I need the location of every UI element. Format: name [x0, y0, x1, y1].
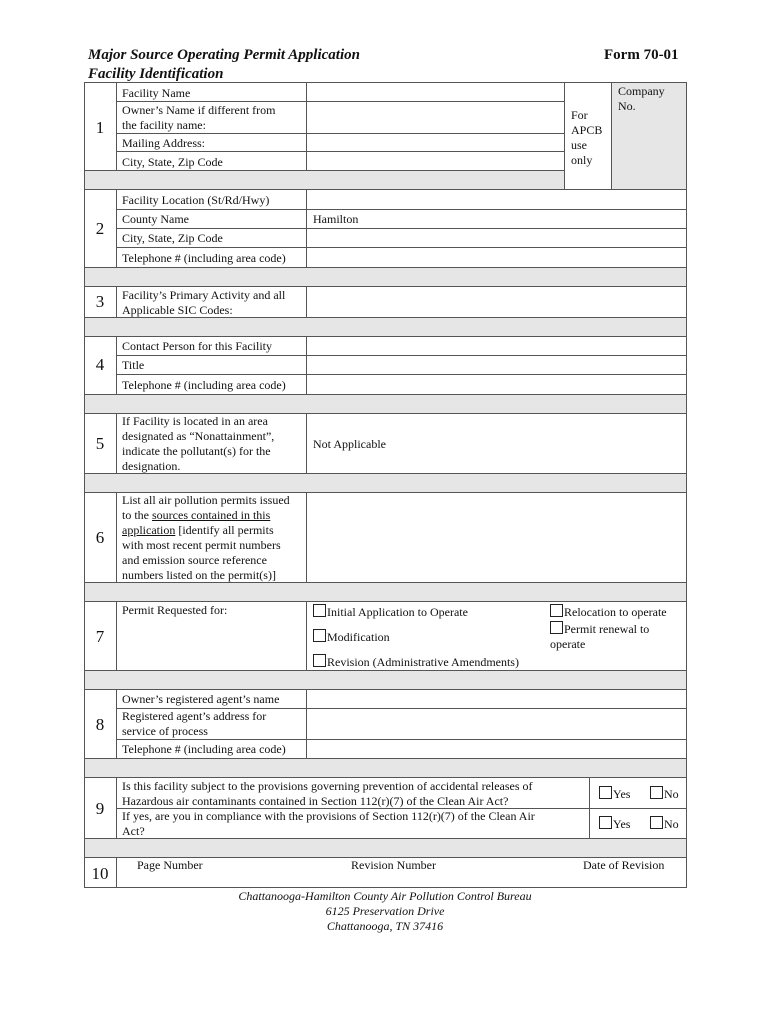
- section-2-number: 2: [95, 219, 105, 238]
- revision-number-label: Revision Number: [351, 858, 436, 872]
- permits-list-label-line3-underlined: application: [122, 523, 176, 537]
- section-7-number: 7: [95, 627, 105, 646]
- accidental-release-no[interactable]: [650, 786, 679, 802]
- permits-list-label-line2-text: to the: [122, 508, 152, 522]
- section-6-number: 6: [95, 528, 105, 547]
- telephone-field[interactable]: [306, 247, 687, 268]
- primary-activity-label-line1: Facility’s Primary Activity and all: [122, 288, 286, 302]
- option-modification[interactable]: [313, 629, 390, 645]
- apcb-line1: For: [571, 108, 588, 122]
- primary-activity-field[interactable]: [306, 286, 687, 318]
- contact-person-label: Contact Person for this Facility: [122, 339, 272, 353]
- accidental-release-yes-label: Yes: [613, 787, 631, 801]
- option-permit-renewal-label-line2: operate: [550, 637, 586, 651]
- option-initial-application-label: Initial Application to Operate: [327, 605, 468, 619]
- compliance-question-line1: If yes, are you in compliance with the provisions of Section 112(r)(7) of the Clean Air: [122, 809, 535, 823]
- apcb-line3: use: [571, 138, 587, 152]
- city-state-zip-2-field[interactable]: [306, 228, 687, 248]
- accidental-release-question-line2: Hazardous air contaminants contained in Section 112(r)(7) of the Clean Air Act?: [122, 794, 509, 808]
- apcb-line2: APCB: [571, 123, 603, 137]
- city-state-zip-2-label: City, State, Zip Code: [122, 231, 223, 245]
- separator-6: [84, 582, 687, 602]
- telephone-label: Telephone # (including area code): [122, 251, 286, 265]
- section-9-number: 9: [95, 799, 105, 818]
- mailing-address-label: Mailing Address:: [122, 136, 205, 150]
- separator-7: [84, 670, 687, 690]
- separator-4: [84, 394, 687, 414]
- section-8-number: 8: [95, 715, 105, 734]
- title-label: Title: [122, 358, 145, 372]
- title-field[interactable]: [306, 355, 687, 375]
- separator-8: [84, 758, 687, 778]
- section-3-number: 3: [95, 292, 105, 311]
- option-revision-label: Revision (Administrative Amendments): [327, 655, 519, 669]
- owner-name-label-line1: Owner’s Name if different from: [122, 103, 276, 117]
- facility-name-label: Facility Name: [122, 86, 191, 100]
- checkbox-revision[interactable]: [313, 654, 326, 667]
- owner-name-field[interactable]: [306, 101, 565, 134]
- county-name-field[interactable]: [306, 209, 687, 229]
- nonattainment-label-line2: designated as “Nonattainment”,: [122, 429, 275, 443]
- option-relocation[interactable]: [550, 604, 667, 620]
- nonattainment-value: Not Applicable: [313, 437, 386, 451]
- separator-5: [84, 473, 687, 493]
- checkbox-accidental-release-no[interactable]: [650, 786, 663, 799]
- company-no-label-line1: Company: [618, 84, 665, 98]
- nonattainment-label-line4: designation.: [122, 459, 181, 473]
- city-state-zip-label: City, State, Zip Code: [122, 155, 223, 169]
- separator-2: [84, 267, 687, 287]
- form-subtitle: Facility Identification: [88, 66, 224, 82]
- agent-address-label-line1: Registered agent’s address for: [122, 709, 267, 723]
- accidental-release-yes[interactable]: [599, 786, 630, 802]
- permits-list-label-line2-underlined: sources contained in this: [152, 508, 271, 522]
- agent-telephone-field[interactable]: [306, 739, 687, 759]
- checkbox-relocation[interactable]: [550, 604, 563, 617]
- agent-name-field[interactable]: [306, 689, 687, 709]
- accidental-release-no-label: No: [664, 787, 679, 801]
- nonattainment-label-line3: indicate the pollutant(s) for the: [122, 444, 271, 458]
- permits-list-label-line3: [122, 523, 274, 538]
- section-5-number: 5: [95, 434, 105, 453]
- permits-list-field[interactable]: [306, 492, 687, 583]
- permits-list-label-line5: and emission source reference: [122, 553, 267, 567]
- page-number-label: Page Number: [137, 858, 203, 872]
- option-initial-application[interactable]: [313, 604, 468, 620]
- separator-9: [84, 838, 687, 858]
- contact-person-field[interactable]: [306, 336, 687, 356]
- agent-name-label: Owner’s registered agent’s name: [122, 692, 280, 706]
- option-permit-renewal-label: Permit renewal to: [564, 622, 650, 636]
- checkbox-modification[interactable]: [313, 629, 326, 642]
- contact-telephone-label: Telephone # (including area code): [122, 378, 286, 392]
- contact-telephone-field[interactable]: [306, 374, 687, 395]
- accidental-release-question-line1: Is this facility subject to the provisions governing prevention of accidental releases of: [122, 779, 533, 793]
- owner-name-label-line2: the facility name:: [122, 118, 206, 132]
- compliance-no-label: No: [664, 817, 679, 831]
- company-no-label-line2: No.: [618, 99, 636, 113]
- form-number: Form 70-01: [604, 47, 679, 63]
- permits-list-label-line4: with most recent permit numbers: [122, 538, 281, 552]
- checkbox-initial-application[interactable]: [313, 604, 326, 617]
- permit-requested-label: Permit Requested for:: [122, 603, 228, 617]
- footer-agency: Chattanooga-Hamilton County Air Pollution Control Bureau: [238, 889, 532, 903]
- section-10-number: 10: [91, 864, 109, 883]
- option-permit-renewal[interactable]: [550, 621, 649, 637]
- option-relocation-label: Relocation to operate: [564, 605, 667, 619]
- option-revision[interactable]: [313, 654, 519, 670]
- agent-telephone-label: Telephone # (including area code): [122, 742, 286, 756]
- permits-list-label-line2: [122, 508, 270, 523]
- separator-3: [84, 317, 687, 337]
- section-1-number: 1: [95, 118, 105, 137]
- facility-location-label: Facility Location (St/Rd/Hwy): [122, 193, 270, 207]
- date-of-revision-label: Date of Revision: [583, 858, 665, 872]
- checkbox-accidental-release-yes[interactable]: [599, 786, 612, 799]
- footer-city: Chattanooga, TN 37416: [326, 919, 444, 933]
- title-label-cell: [116, 355, 307, 375]
- section-4-number: 4: [95, 355, 105, 374]
- primary-activity-label-line2: Applicable SIC Codes:: [122, 303, 233, 317]
- permits-list-label-line3-text: [identify all permits: [175, 523, 274, 537]
- footer-street: 6125 Preservation Drive: [325, 904, 445, 918]
- checkbox-permit-renewal[interactable]: [550, 621, 563, 634]
- checkbox-compliance-yes[interactable]: [599, 816, 612, 829]
- separator-1: [84, 170, 565, 190]
- form-title: Major Source Operating Permit Application: [88, 47, 360, 63]
- facility-name-field[interactable]: [306, 82, 565, 102]
- apcb-line4: only: [571, 153, 593, 167]
- permits-list-label-line1: List all air pollution permits issued: [122, 493, 290, 507]
- facility-location-field[interactable]: [306, 189, 687, 210]
- county-name-label: County Name: [122, 212, 189, 226]
- permits-list-label-line6: numbers listed on the permit(s)]: [122, 568, 276, 582]
- agent-address-field[interactable]: [306, 708, 687, 740]
- nonattainment-label-line1: If Facility is located in an area: [122, 414, 268, 428]
- compliance-no[interactable]: [650, 816, 679, 832]
- agent-address-label-line2: service of process: [122, 724, 208, 738]
- compliance-yes[interactable]: [599, 816, 630, 832]
- compliance-yes-label: Yes: [613, 817, 631, 831]
- county-name-value: Hamilton: [313, 212, 359, 226]
- city-state-zip-field[interactable]: [306, 151, 565, 171]
- checkbox-compliance-no[interactable]: [650, 816, 663, 829]
- compliance-question-line2: Act?: [122, 824, 145, 838]
- mailing-address-field[interactable]: [306, 133, 565, 152]
- option-modification-label: Modification: [327, 630, 390, 644]
